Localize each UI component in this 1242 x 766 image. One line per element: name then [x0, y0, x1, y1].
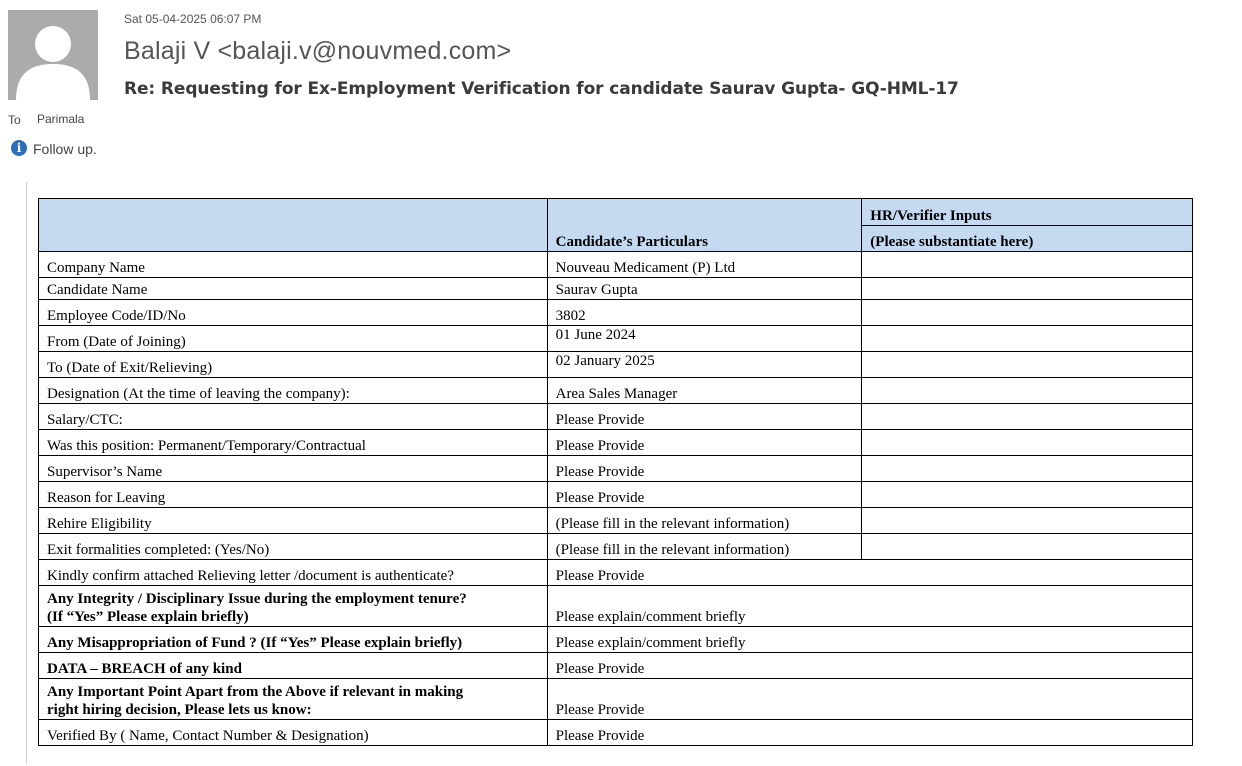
row-value: (Please fill in the relevant information) — [547, 508, 862, 534]
email-date: Sat 05-04-2025 06:07 PM — [124, 12, 262, 26]
row-value: Please Provide — [547, 482, 862, 508]
row-label-line: Any Integrity / Disciplinary Issue during the employment tenure? — [47, 591, 467, 607]
table-row — [39, 653, 1193, 679]
row-label: Was this position: Permanent/Temporary/Contractual — [39, 430, 548, 456]
row-hr-input[interactable] — [862, 534, 1193, 560]
header-blank-cell — [39, 199, 548, 252]
row-label: Designation (At the time of leaving the company): — [39, 378, 548, 404]
row-hr-input[interactable] — [862, 278, 1193, 300]
email-sender[interactable]: Balaji V <balaji.v@nouvmed.com> — [124, 37, 512, 65]
table-row — [39, 534, 1193, 560]
row-label: From (Date of Joining) — [39, 326, 548, 352]
row-hr-input[interactable] — [862, 404, 1193, 430]
row-hr-input[interactable] — [862, 482, 1193, 508]
row-value: Please explain/comment briefly — [547, 586, 1192, 627]
quote-bar — [26, 182, 27, 764]
header-particulars: Candidate’s Particulars — [547, 199, 862, 252]
email-subject: Re: Requesting for Ex-Employment Verification for candidate Saurav Gupta- GQ-HML-17 — [124, 79, 959, 99]
recipient-name[interactable]: Parimala — [37, 112, 85, 126]
header-hr-substantiate: (Please substantiate here) — [862, 226, 1193, 252]
table-row — [39, 278, 1193, 300]
row-label-line: DATA – BREACH of any kind — [47, 661, 242, 677]
table-row — [39, 252, 1193, 278]
sender-avatar — [8, 10, 98, 100]
table-row — [39, 300, 1193, 326]
table-row — [39, 326, 1193, 352]
row-value: Please Provide — [547, 720, 1192, 746]
row-label: Rehire Eligibility — [39, 508, 548, 534]
table-row — [39, 560, 1193, 586]
verification-table — [38, 198, 1193, 746]
row-label-line: Any Important Point Apart from the Above if relevant in making — [47, 684, 464, 700]
row-label — [39, 627, 548, 653]
row-hr-input[interactable] — [862, 252, 1193, 278]
table-row — [39, 586, 1193, 627]
row-label: Exit formalities completed: (Yes/No) — [39, 534, 548, 560]
person-silhouette-icon — [8, 10, 98, 100]
row-label — [39, 653, 548, 679]
table-row — [39, 482, 1193, 508]
row-value: (Please fill in the relevant information) — [547, 534, 862, 560]
table-header-row — [39, 199, 1193, 226]
row-label-line: Verified By ( Name, Contact Number & Designation) — [47, 728, 369, 744]
row-value: Nouveau Medicament (P) Ltd — [547, 252, 862, 278]
row-label: Candidate Name — [39, 278, 548, 300]
table-row — [39, 508, 1193, 534]
table-row — [39, 627, 1193, 653]
header-hr-inputs: HR/Verifier Inputs — [862, 199, 1193, 226]
row-hr-input[interactable] — [862, 300, 1193, 326]
row-label — [39, 586, 548, 627]
table-row — [39, 456, 1193, 482]
row-label: Reason for Leaving — [39, 482, 548, 508]
row-label-line: (If “Yes” Please explain briefly) — [47, 609, 249, 625]
follow-up-flag: Follow up. — [33, 141, 97, 157]
row-value: Please Provide — [547, 430, 862, 456]
row-label — [39, 679, 548, 720]
row-value: Saurav Gupta — [547, 278, 862, 300]
table-row — [39, 430, 1193, 456]
row-label: To (Date of Exit/Relieving) — [39, 352, 548, 378]
row-label: Supervisor’s Name — [39, 456, 548, 482]
row-label-line: Kindly confirm attached Relieving letter /document is authenticate? — [47, 568, 454, 584]
row-label-line: right hiring decision, Please lets us know: — [47, 702, 312, 718]
row-hr-input[interactable] — [862, 430, 1193, 456]
row-label — [39, 720, 548, 746]
row-value: Please Provide — [547, 456, 862, 482]
row-value: Area Sales Manager — [547, 378, 862, 404]
info-icon: i — [11, 140, 27, 156]
row-hr-input[interactable] — [862, 352, 1193, 378]
row-hr-input[interactable] — [862, 378, 1193, 404]
row-hr-input[interactable] — [862, 326, 1193, 352]
table-row — [39, 679, 1193, 720]
row-label — [39, 560, 548, 586]
table-row — [39, 352, 1193, 378]
row-label-line: Any Misappropriation of Fund ? (If “Yes” Please explain briefly) — [47, 635, 463, 651]
table-row — [39, 720, 1193, 746]
row-value: 3802 — [547, 300, 862, 326]
row-value: Please explain/comment briefly — [547, 627, 1192, 653]
row-value: 01 June 2024 — [547, 326, 862, 352]
table-row — [39, 404, 1193, 430]
row-label: Company Name — [39, 252, 548, 278]
row-hr-input[interactable] — [862, 456, 1193, 482]
row-value: Please Provide — [547, 560, 1192, 586]
row-label: Employee Code/ID/No — [39, 300, 548, 326]
row-hr-input[interactable] — [862, 508, 1193, 534]
row-value: 02 January 2025 — [547, 352, 862, 378]
table-row — [39, 378, 1193, 404]
row-label: Salary/CTC: — [39, 404, 548, 430]
row-value: Please Provide — [547, 404, 862, 430]
row-value: Please Provide — [547, 653, 1192, 679]
row-value: Please Provide — [547, 679, 1192, 720]
to-label: To — [8, 113, 21, 127]
